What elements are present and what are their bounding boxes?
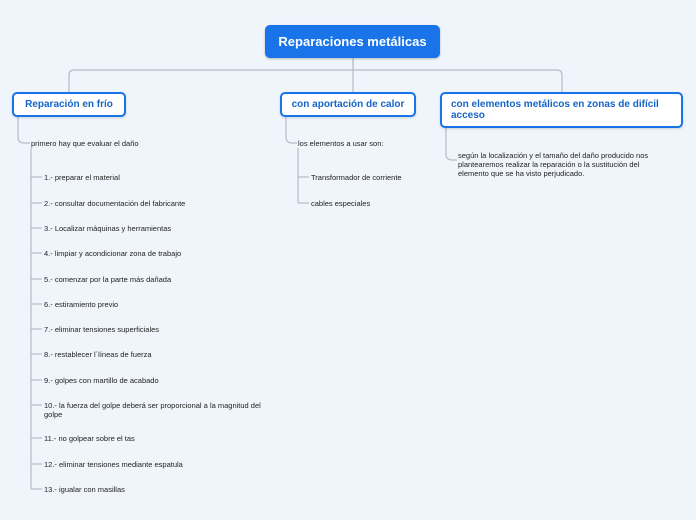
subtopic-item[interactable]: 10.- la fuerza del golpe deberá ser proporcional a la magnitud del golpe [44, 401, 261, 419]
topic-reparacion-en-frio[interactable] [12, 92, 126, 117]
subtopic-item[interactable]: 7.- eliminar tensiones superficiales [44, 325, 160, 334]
subtopic-item[interactable]: 2.- consultar documentación del fabricante [44, 199, 186, 208]
subtopic-item[interactable]: 4.- limpiar y acondicionar zona de trabajo [44, 249, 182, 258]
subtopic-item[interactable]: 6.- estiramiento previo [44, 300, 119, 309]
topic-con-aportacion-de-calor[interactable] [280, 92, 416, 117]
subtopic-description[interactable]: según la localización y el tamaño del daño producido nos plantearemos realizar la reparación o la sustitución del elemento que se ha visto perjudicado. [458, 151, 649, 178]
central-topic-label: Reparaciones metálicas [278, 34, 427, 49]
central-topic[interactable] [265, 25, 440, 58]
subtopic-item[interactable]: 13.- igualar con masillas [44, 485, 125, 494]
subtopic-item[interactable]: Transformador de corriente [311, 173, 402, 182]
subtopic-item[interactable]: 5.- comenzar por la parte más dañada [44, 275, 172, 284]
subtopic-item[interactable]: cables especiales [311, 199, 371, 208]
topic-label: Reparación en frío [25, 99, 113, 110]
subtopic-item[interactable]: 1.- preparar el material [44, 173, 120, 182]
subtopic-intro[interactable]: los elementos a usar son: [298, 139, 384, 148]
topic-label: con aportación de calor [291, 99, 405, 110]
topic-label: con elementos metálicos en zonas de difícil acceso [451, 99, 659, 121]
subtopic-item[interactable]: 11.- no golpear sobre el tas [44, 434, 135, 443]
topic-zonas-dificil-acceso[interactable] [440, 92, 683, 128]
subtopic-item[interactable]: 8.- restablecer l´líneas de fuerza [44, 350, 152, 359]
subtopic-item[interactable]: 9.- golpes con martillo de acabado [44, 376, 159, 385]
subtopic-intro[interactable]: primero hay que evaluar el daño [31, 139, 139, 148]
subtopic-item[interactable]: 3.- Localizar máquinas y herramientas [44, 224, 172, 233]
subtopic-item[interactable]: 12.- eliminar tensiones mediante espatula [44, 460, 183, 469]
